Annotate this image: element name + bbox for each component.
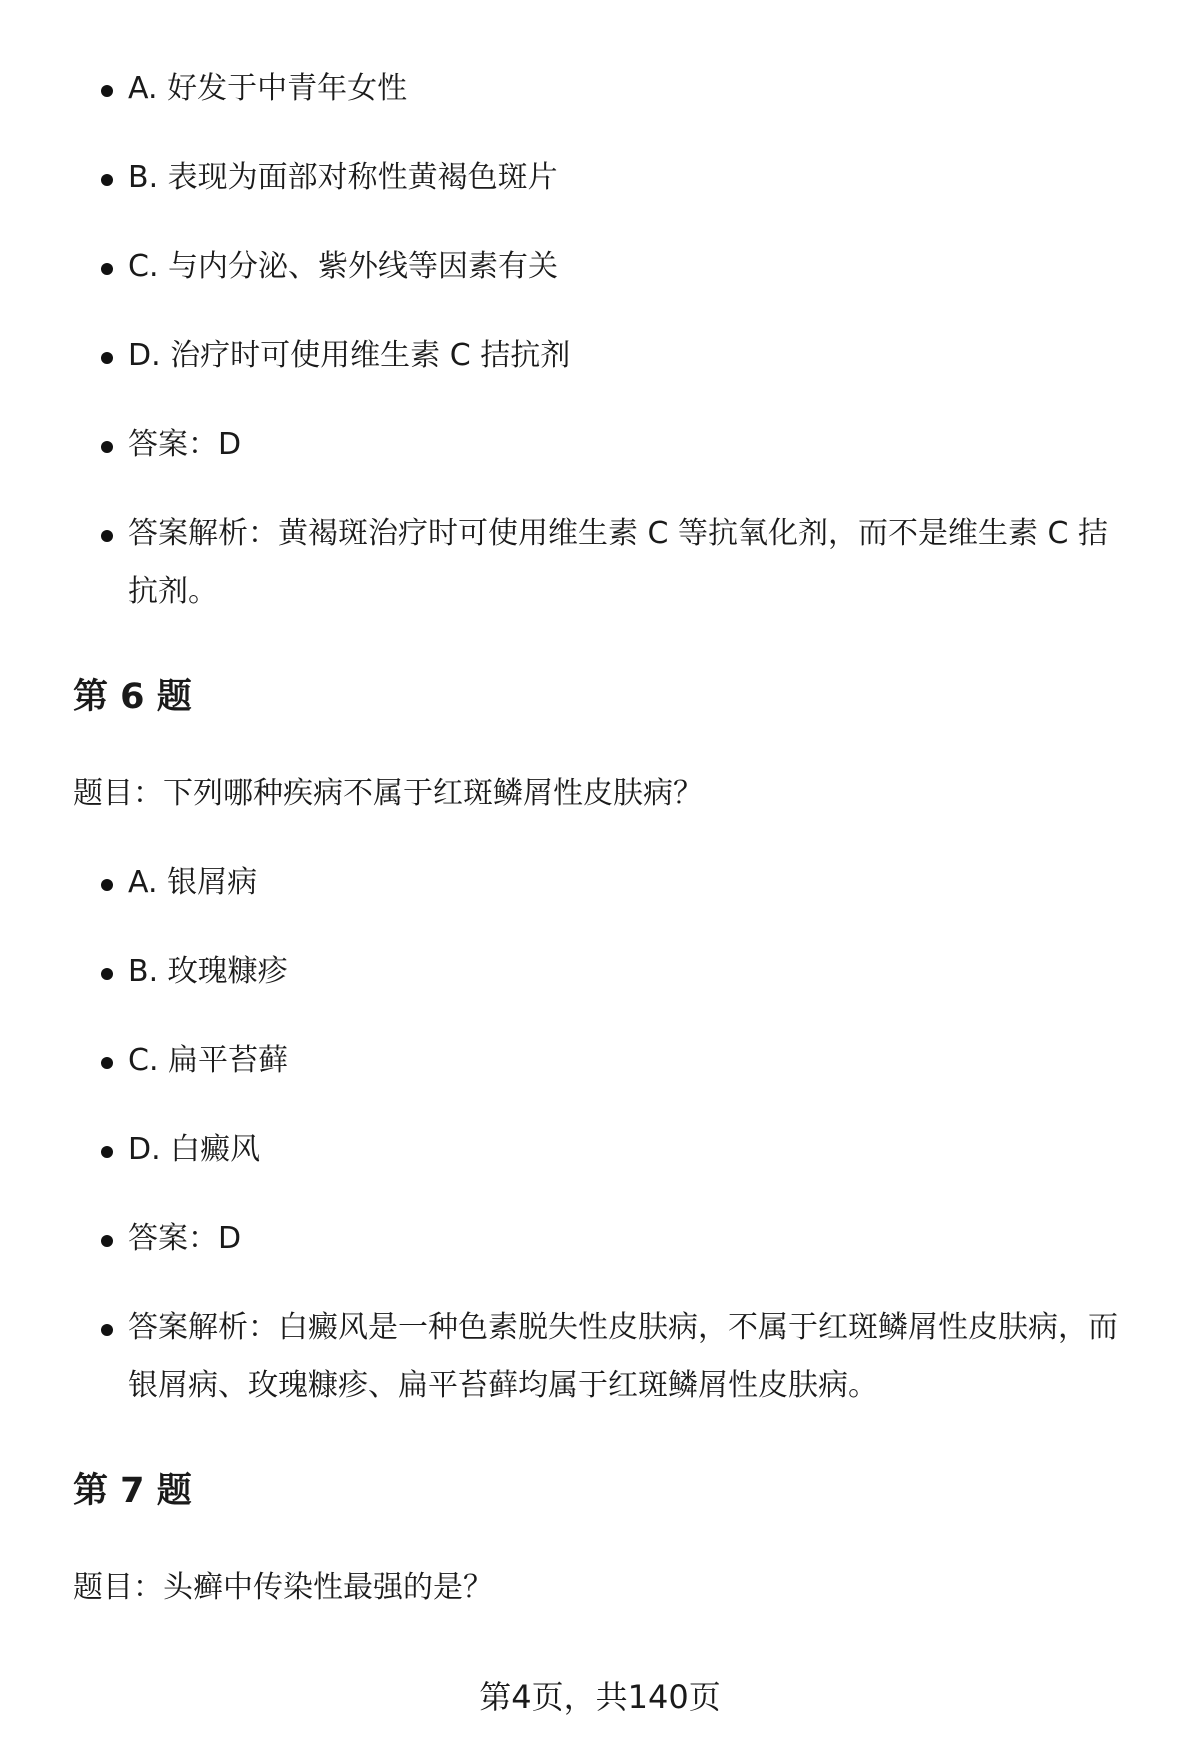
option-text: D. 白癜风 [128,1132,261,1167]
q6-option-a [128,854,1138,912]
q7-heading: 第 7 题 [73,1471,192,1511]
bullet-icon [101,1235,113,1247]
option-text: C. 与内分泌、紫外线等因素有关 [128,249,559,284]
q5-option-b [128,149,1138,207]
q6-option-c [128,1032,1138,1090]
q6-explanation [128,1299,1138,1415]
q6-question: 题目：下列哪种疾病不属于红斑鳞屑性皮肤病？ [73,776,703,811]
q5-explanation [128,505,1138,621]
option-text: B. 表现为面部对称性黄褐色斑片 [128,160,558,195]
q5-option-d [128,327,1138,385]
option-text: A. 银屑病 [128,865,258,900]
bullet-icon [101,174,113,186]
explanation-text: 答案解析：黄褐斑治疗时可使用维生素 C 等抗氧化剂，而不是维生素 C 拮抗剂。 [128,516,1109,609]
bullet-icon [101,968,113,980]
q6-answer [128,1210,1138,1268]
bullet-icon [101,1324,113,1336]
bullet-icon [101,263,113,275]
bullet-icon [101,1057,113,1069]
q7-question: 题目：头癣中传染性最强的是？ [73,1570,493,1605]
answer-text: 答案：D [128,427,242,462]
q6-heading: 第 6 题 [73,677,192,717]
page-number: 第4页，共140页 [479,1678,721,1716]
q5-option-c [128,238,1138,296]
bullet-icon [101,441,113,453]
option-text: B. 玫瑰糠疹 [128,954,288,989]
option-text: A. 好发于中青年女性 [128,71,408,106]
bullet-icon [101,530,113,542]
bullet-icon [101,879,113,891]
q6-option-d [128,1121,1138,1179]
q6-option-b [128,943,1138,1001]
option-text: C. 扁平苔藓 [128,1043,289,1078]
bullet-icon [101,352,113,364]
bullet-icon [101,85,113,97]
answer-text: 答案：D [128,1221,242,1256]
bullet-icon [101,1146,113,1158]
q5-option-a [128,60,1138,118]
explanation-text: 答案解析：白癜风是一种色素脱失性皮肤病，不属于红斑鳞屑性皮肤病，而银屑病、玫瑰糠疹、扁平苔藓均属于红斑鳞屑性皮肤病。 [128,1310,1118,1403]
q5-answer [128,416,1138,474]
option-text: D. 治疗时可使用维生素 C 拮抗剂 [128,338,571,373]
